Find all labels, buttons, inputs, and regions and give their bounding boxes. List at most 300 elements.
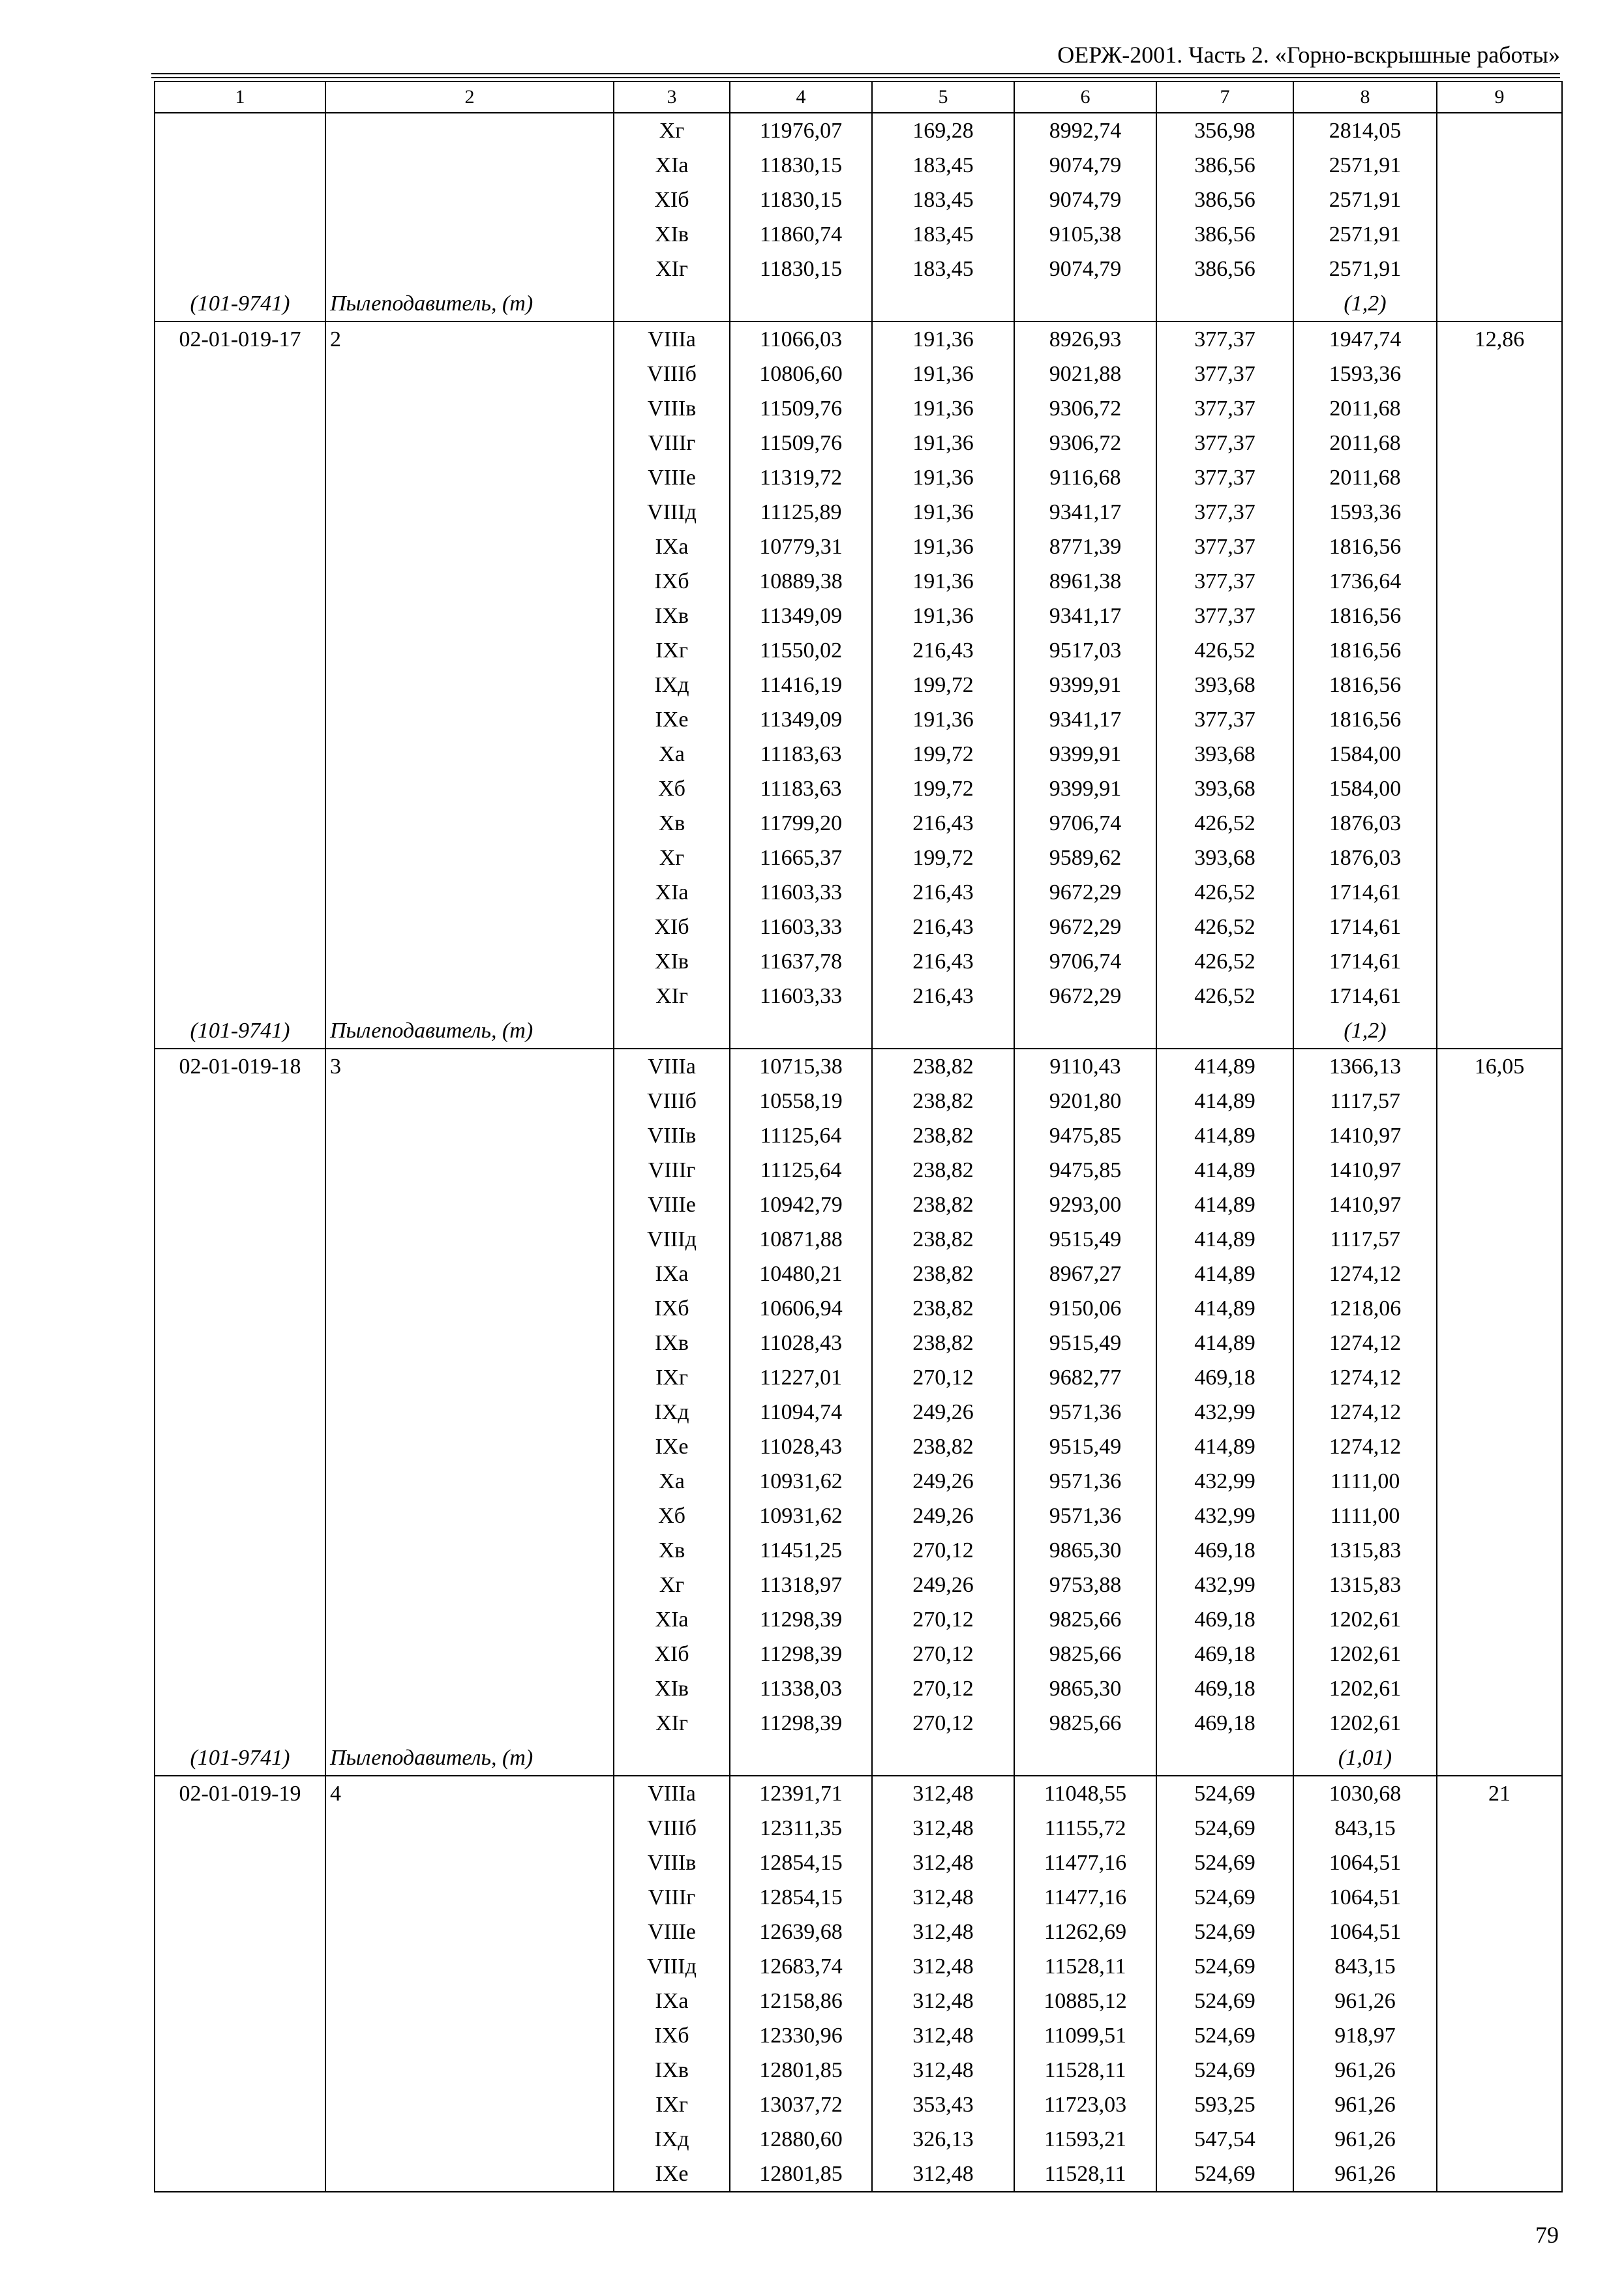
operator-wages-cell: 414,89 xyxy=(1156,1222,1293,1257)
machine-cost-cell: 9865,30 xyxy=(1014,1671,1156,1706)
code-cell xyxy=(155,1811,325,1846)
name-cell xyxy=(325,944,614,979)
labor-cell xyxy=(1437,2122,1562,2157)
operator-wages-cell: 414,89 xyxy=(1156,1257,1293,1291)
code-cell xyxy=(155,668,325,702)
code-cell xyxy=(155,633,325,668)
material-name: Пылеподавитель, (т) xyxy=(325,1741,614,1776)
grade-cell: Xг xyxy=(614,841,730,875)
grade-cell: XIа xyxy=(614,875,730,910)
grade-cell: Xа xyxy=(614,737,730,771)
total-cost-cell: 11338,03 xyxy=(730,1671,872,1706)
code-cell xyxy=(155,1984,325,2018)
name-cell xyxy=(325,2053,614,2087)
name-cell xyxy=(325,183,614,217)
grade-cell: IXд xyxy=(614,1395,730,1429)
machine-cost-cell: 9475,85 xyxy=(1014,1153,1156,1188)
wages-cell: 199,72 xyxy=(872,841,1014,875)
code-cell xyxy=(155,357,325,391)
materials-cell: 1593,36 xyxy=(1293,495,1437,530)
code-cell xyxy=(155,1429,325,1464)
grade-cell: IXв xyxy=(614,1326,730,1360)
column-number: 9 xyxy=(1437,82,1562,113)
operator-wages-cell: 432,99 xyxy=(1156,1568,1293,1602)
code-cell xyxy=(155,1568,325,1602)
machine-cost-cell: 9515,49 xyxy=(1014,1222,1156,1257)
name-cell xyxy=(325,1637,614,1671)
name-cell xyxy=(325,1326,614,1360)
code-cell xyxy=(155,1949,325,1984)
operator-wages-cell: 426,52 xyxy=(1156,633,1293,668)
code-cell xyxy=(155,426,325,460)
operator-wages-cell: 547,54 xyxy=(1156,2122,1293,2157)
materials-cell: 1274,12 xyxy=(1293,1429,1437,1464)
name-cell xyxy=(325,113,614,148)
total-cost-cell: 10889,38 xyxy=(730,564,872,599)
labor-cell: 16,05 xyxy=(1437,1049,1562,1084)
operator-wages-cell: 524,69 xyxy=(1156,1811,1293,1846)
code-cell xyxy=(155,564,325,599)
material-qty: (1,2) xyxy=(1293,1013,1437,1049)
labor-cell xyxy=(1437,391,1562,426)
operator-wages-cell: 426,52 xyxy=(1156,979,1293,1013)
empty-cell xyxy=(614,286,730,322)
operator-wages-cell: 426,52 xyxy=(1156,944,1293,979)
machine-cost-cell: 9515,49 xyxy=(1014,1326,1156,1360)
labor-cell xyxy=(1437,771,1562,806)
code-cell xyxy=(155,1084,325,1118)
name-cell xyxy=(325,252,614,286)
grade-cell: XIг xyxy=(614,1706,730,1741)
page-number: 79 xyxy=(1535,2222,1559,2248)
total-cost-cell: 12391,71 xyxy=(730,1776,872,1811)
name-cell xyxy=(325,1499,614,1533)
machine-cost-cell: 9571,36 xyxy=(1014,1499,1156,1533)
grade-cell: IXг xyxy=(614,633,730,668)
operator-wages-cell: 377,37 xyxy=(1156,391,1293,426)
grade-cell: IXд xyxy=(614,2122,730,2157)
table-row xyxy=(155,1533,1562,1568)
labor-cell xyxy=(1437,530,1562,564)
labor-cell xyxy=(1437,1084,1562,1118)
wages-cell: 216,43 xyxy=(872,979,1014,1013)
machine-cost-cell: 11528,11 xyxy=(1014,1949,1156,1984)
machine-cost-cell: 11477,16 xyxy=(1014,1880,1156,1915)
grade-cell: VIIIб xyxy=(614,357,730,391)
labor-cell: 12,86 xyxy=(1437,322,1562,357)
empty-cell xyxy=(1014,1013,1156,1049)
code-cell xyxy=(155,737,325,771)
name-cell xyxy=(325,530,614,564)
table-row xyxy=(155,1326,1562,1360)
name-cell xyxy=(325,1533,614,1568)
material-footer-row xyxy=(155,286,1562,322)
operator-wages-cell: 377,37 xyxy=(1156,357,1293,391)
labor-cell xyxy=(1437,599,1562,633)
wages-cell: 238,82 xyxy=(872,1153,1014,1188)
labor-cell xyxy=(1437,1291,1562,1326)
wages-cell: 183,45 xyxy=(872,183,1014,217)
empty-cell xyxy=(730,286,872,322)
labor-cell xyxy=(1437,1706,1562,1741)
operator-wages-cell: 414,89 xyxy=(1156,1291,1293,1326)
materials-cell: 1366,13 xyxy=(1293,1049,1437,1084)
name-cell xyxy=(325,217,614,252)
code-cell xyxy=(155,1637,325,1671)
table-row xyxy=(155,737,1562,771)
materials-cell: 843,15 xyxy=(1293,1811,1437,1846)
total-cost-cell: 10871,88 xyxy=(730,1222,872,1257)
wages-cell: 353,43 xyxy=(872,2087,1014,2122)
materials-cell: 961,26 xyxy=(1293,2122,1437,2157)
labor-cell xyxy=(1437,1671,1562,1706)
wages-cell: 191,36 xyxy=(872,357,1014,391)
machine-cost-cell: 8961,38 xyxy=(1014,564,1156,599)
total-cost-cell: 12158,86 xyxy=(730,1984,872,2018)
code-cell xyxy=(155,1257,325,1291)
total-cost-cell: 11125,64 xyxy=(730,1118,872,1153)
wages-cell: 312,48 xyxy=(872,1880,1014,1915)
table-row xyxy=(155,426,1562,460)
grade-cell: VIIIе xyxy=(614,1915,730,1949)
table-row xyxy=(155,1049,1562,1084)
grade-cell: VIIIб xyxy=(614,1811,730,1846)
name-cell xyxy=(325,1949,614,1984)
materials-cell: 1274,12 xyxy=(1293,1395,1437,1429)
name-cell xyxy=(325,1811,614,1846)
materials-cell: 1202,61 xyxy=(1293,1602,1437,1637)
code-cell xyxy=(155,2087,325,2122)
machine-cost-cell: 9105,38 xyxy=(1014,217,1156,252)
empty-cell xyxy=(872,286,1014,322)
wages-cell: 238,82 xyxy=(872,1429,1014,1464)
operator-wages-cell: 414,89 xyxy=(1156,1084,1293,1118)
operator-wages-cell: 414,89 xyxy=(1156,1188,1293,1222)
machine-cost-cell: 11723,03 xyxy=(1014,2087,1156,2122)
code-cell xyxy=(155,1706,325,1741)
wages-cell: 270,12 xyxy=(872,1671,1014,1706)
table-row xyxy=(155,183,1562,217)
table-row xyxy=(155,1637,1562,1671)
machine-cost-cell: 9399,91 xyxy=(1014,668,1156,702)
grade-cell: Xв xyxy=(614,806,730,841)
table-row xyxy=(155,2087,1562,2122)
materials-cell: 2011,68 xyxy=(1293,460,1437,495)
total-cost-cell: 11976,07 xyxy=(730,113,872,148)
code-cell xyxy=(155,1326,325,1360)
empty-cell xyxy=(1437,1741,1562,1776)
name-cell xyxy=(325,771,614,806)
table-row xyxy=(155,2053,1562,2087)
labor-cell xyxy=(1437,1429,1562,1464)
wages-cell: 249,26 xyxy=(872,1568,1014,1602)
materials-cell: 961,26 xyxy=(1293,2053,1437,2087)
empty-cell xyxy=(614,1741,730,1776)
machine-cost-cell: 9706,74 xyxy=(1014,944,1156,979)
wages-cell: 191,36 xyxy=(872,495,1014,530)
wages-cell: 249,26 xyxy=(872,1499,1014,1533)
name-cell xyxy=(325,1188,614,1222)
table-row xyxy=(155,1395,1562,1429)
machine-cost-cell: 9293,00 xyxy=(1014,1188,1156,1222)
machine-cost-cell: 8771,39 xyxy=(1014,530,1156,564)
code-cell xyxy=(155,2122,325,2157)
total-cost-cell: 11451,25 xyxy=(730,1533,872,1568)
material-footer-row xyxy=(155,1013,1562,1049)
wages-cell: 191,36 xyxy=(872,564,1014,599)
labor-cell xyxy=(1437,183,1562,217)
machine-cost-cell: 11099,51 xyxy=(1014,2018,1156,2053)
column-number-row xyxy=(155,82,1562,113)
name-cell xyxy=(325,633,614,668)
total-cost-cell: 11637,78 xyxy=(730,944,872,979)
operator-wages-cell: 377,37 xyxy=(1156,495,1293,530)
grade-cell: VIIIв xyxy=(614,391,730,426)
name-cell xyxy=(325,1568,614,1602)
operator-wages-cell: 377,37 xyxy=(1156,599,1293,633)
labor-cell xyxy=(1437,633,1562,668)
machine-cost-cell: 11262,69 xyxy=(1014,1915,1156,1949)
name-cell xyxy=(325,1602,614,1637)
code-cell xyxy=(155,702,325,737)
labor-cell xyxy=(1437,1568,1562,1602)
table-row xyxy=(155,564,1562,599)
total-cost-cell: 10779,31 xyxy=(730,530,872,564)
labor-cell xyxy=(1437,1222,1562,1257)
operator-wages-cell: 524,69 xyxy=(1156,1915,1293,1949)
total-cost-cell: 11550,02 xyxy=(730,633,872,668)
name-cell xyxy=(325,841,614,875)
operator-wages-cell: 414,89 xyxy=(1156,1326,1293,1360)
empty-cell xyxy=(872,1013,1014,1049)
labor-cell xyxy=(1437,806,1562,841)
wages-cell: 312,48 xyxy=(872,1846,1014,1880)
materials-cell: 1064,51 xyxy=(1293,1846,1437,1880)
grade-cell: VIIIд xyxy=(614,495,730,530)
total-cost-cell: 11028,43 xyxy=(730,1326,872,1360)
machine-cost-cell: 11528,11 xyxy=(1014,2053,1156,2087)
wages-cell: 238,82 xyxy=(872,1257,1014,1291)
operator-wages-cell: 386,56 xyxy=(1156,217,1293,252)
materials-cell: 1816,56 xyxy=(1293,702,1437,737)
table-row xyxy=(155,357,1562,391)
labor-cell xyxy=(1437,2157,1562,2192)
column-number: 8 xyxy=(1293,82,1437,113)
labor-cell xyxy=(1437,1533,1562,1568)
grade-cell: XIв xyxy=(614,217,730,252)
materials-cell: 1410,97 xyxy=(1293,1188,1437,1222)
empty-cell xyxy=(1437,1013,1562,1049)
labor-cell xyxy=(1437,1602,1562,1637)
table-row xyxy=(155,2018,1562,2053)
operator-wages-cell: 524,69 xyxy=(1156,2053,1293,2087)
materials-cell: 961,26 xyxy=(1293,2157,1437,2192)
table-row xyxy=(155,875,1562,910)
grade-cell: VIIIг xyxy=(614,426,730,460)
wages-cell: 216,43 xyxy=(872,806,1014,841)
operator-wages-cell: 469,18 xyxy=(1156,1671,1293,1706)
wages-cell: 199,72 xyxy=(872,737,1014,771)
machine-cost-cell: 9517,03 xyxy=(1014,633,1156,668)
labor-cell xyxy=(1437,944,1562,979)
machine-cost-cell: 9825,66 xyxy=(1014,1637,1156,1671)
code-cell xyxy=(155,1395,325,1429)
code-cell xyxy=(155,2018,325,2053)
code-cell xyxy=(155,944,325,979)
machine-cost-cell: 9341,17 xyxy=(1014,599,1156,633)
wages-cell: 312,48 xyxy=(872,1984,1014,2018)
labor-cell xyxy=(1437,2018,1562,2053)
code-cell xyxy=(155,1188,325,1222)
code-cell xyxy=(155,1671,325,1706)
operator-wages-cell: 356,98 xyxy=(1156,113,1293,148)
total-cost-cell: 11349,09 xyxy=(730,702,872,737)
machine-cost-cell: 10885,12 xyxy=(1014,1984,1156,2018)
wages-cell: 312,48 xyxy=(872,2157,1014,2192)
table-row xyxy=(155,1776,1562,1811)
grade-cell: Xа xyxy=(614,1464,730,1499)
column-number: 2 xyxy=(325,82,614,113)
code-cell xyxy=(155,113,325,148)
operator-wages-cell: 524,69 xyxy=(1156,1984,1293,2018)
table-row xyxy=(155,668,1562,702)
machine-cost-cell: 8992,74 xyxy=(1014,113,1156,148)
labor-cell xyxy=(1437,1949,1562,1984)
grade-cell: IXв xyxy=(614,2053,730,2087)
materials-cell: 1202,61 xyxy=(1293,1671,1437,1706)
wages-cell: 238,82 xyxy=(872,1222,1014,1257)
total-cost-cell: 11830,15 xyxy=(730,252,872,286)
operator-wages-cell: 393,68 xyxy=(1156,771,1293,806)
name-cell: 2 xyxy=(325,322,614,357)
wages-cell: 326,13 xyxy=(872,2122,1014,2157)
table-row xyxy=(155,1464,1562,1499)
machine-cost-cell: 9074,79 xyxy=(1014,252,1156,286)
name-cell xyxy=(325,2157,614,2192)
operator-wages-cell: 414,89 xyxy=(1156,1049,1293,1084)
total-cost-cell: 11603,33 xyxy=(730,979,872,1013)
code-cell xyxy=(155,2157,325,2192)
labor-cell xyxy=(1437,460,1562,495)
wages-cell: 312,48 xyxy=(872,2053,1014,2087)
materials-cell: 1714,61 xyxy=(1293,875,1437,910)
materials-cell: 1410,97 xyxy=(1293,1118,1437,1153)
grade-cell: XIа xyxy=(614,148,730,183)
code-cell xyxy=(155,1533,325,1568)
code-cell xyxy=(155,599,325,633)
operator-wages-cell: 386,56 xyxy=(1156,148,1293,183)
code-cell xyxy=(155,530,325,564)
column-number: 5 xyxy=(872,82,1014,113)
code-cell xyxy=(155,1915,325,1949)
table-row xyxy=(155,1118,1562,1153)
name-cell xyxy=(325,1671,614,1706)
wages-cell: 312,48 xyxy=(872,1776,1014,1811)
materials-cell: 1816,56 xyxy=(1293,633,1437,668)
labor-cell xyxy=(1437,841,1562,875)
grade-cell: IXб xyxy=(614,1291,730,1326)
operator-wages-cell: 414,89 xyxy=(1156,1429,1293,1464)
total-cost-cell: 11298,39 xyxy=(730,1602,872,1637)
machine-cost-cell: 9672,29 xyxy=(1014,910,1156,944)
material-ref: (101-9741) xyxy=(155,1741,325,1776)
total-cost-cell: 11125,64 xyxy=(730,1153,872,1188)
code-cell: 02-01-019-17 xyxy=(155,322,325,357)
name-cell xyxy=(325,2018,614,2053)
operator-wages-cell: 524,69 xyxy=(1156,1846,1293,1880)
total-cost-cell: 11509,76 xyxy=(730,426,872,460)
machine-cost-cell: 9682,77 xyxy=(1014,1360,1156,1395)
labor-cell xyxy=(1437,737,1562,771)
operator-wages-cell: 377,37 xyxy=(1156,426,1293,460)
wages-cell: 191,36 xyxy=(872,460,1014,495)
empty-cell xyxy=(1156,1741,1293,1776)
operator-wages-cell: 377,37 xyxy=(1156,564,1293,599)
name-cell xyxy=(325,148,614,183)
empty-cell xyxy=(730,1741,872,1776)
material-footer-row xyxy=(155,1741,1562,1776)
wages-cell: 270,12 xyxy=(872,1706,1014,1741)
operator-wages-cell: 469,18 xyxy=(1156,1706,1293,1741)
machine-cost-cell: 9825,66 xyxy=(1014,1602,1156,1637)
grade-cell: XIа xyxy=(614,1602,730,1637)
wages-cell: 191,36 xyxy=(872,530,1014,564)
operator-wages-cell: 386,56 xyxy=(1156,252,1293,286)
wages-cell: 249,26 xyxy=(872,1464,1014,1499)
code-cell xyxy=(155,875,325,910)
labor-cell xyxy=(1437,357,1562,391)
total-cost-cell: 10931,62 xyxy=(730,1464,872,1499)
machine-cost-cell: 9571,36 xyxy=(1014,1464,1156,1499)
name-cell xyxy=(325,702,614,737)
table-row xyxy=(155,910,1562,944)
material-qty: (1,2) xyxy=(1293,286,1437,322)
wages-cell: 312,48 xyxy=(872,1915,1014,1949)
name-cell xyxy=(325,495,614,530)
grade-cell: VIIIа xyxy=(614,1049,730,1084)
labor-cell xyxy=(1437,1360,1562,1395)
grade-cell: Xг xyxy=(614,113,730,148)
materials-cell: 2571,91 xyxy=(1293,183,1437,217)
total-cost-cell: 11603,33 xyxy=(730,875,872,910)
total-cost-cell: 12801,85 xyxy=(730,2157,872,2192)
name-cell xyxy=(325,875,614,910)
materials-cell: 1714,61 xyxy=(1293,979,1437,1013)
code-cell xyxy=(155,2053,325,2087)
code-cell xyxy=(155,495,325,530)
materials-cell: 2011,68 xyxy=(1293,391,1437,426)
name-cell xyxy=(325,1084,614,1118)
machine-cost-cell: 8967,27 xyxy=(1014,1257,1156,1291)
total-cost-cell: 12639,68 xyxy=(730,1915,872,1949)
total-cost-cell: 11830,15 xyxy=(730,148,872,183)
empty-cell xyxy=(730,1013,872,1049)
header-rule xyxy=(151,77,1560,78)
materials-cell: 1064,51 xyxy=(1293,1880,1437,1915)
grade-cell: IXв xyxy=(614,599,730,633)
labor-cell xyxy=(1437,702,1562,737)
table-row xyxy=(155,702,1562,737)
labor-cell xyxy=(1437,495,1562,530)
wages-cell: 238,82 xyxy=(872,1118,1014,1153)
table-row xyxy=(155,1222,1562,1257)
wages-cell: 191,36 xyxy=(872,426,1014,460)
grade-cell: VIIIг xyxy=(614,1880,730,1915)
grade-cell: XIб xyxy=(614,183,730,217)
machine-cost-cell: 9306,72 xyxy=(1014,426,1156,460)
code-cell xyxy=(155,1291,325,1326)
operator-wages-cell: 377,37 xyxy=(1156,322,1293,357)
